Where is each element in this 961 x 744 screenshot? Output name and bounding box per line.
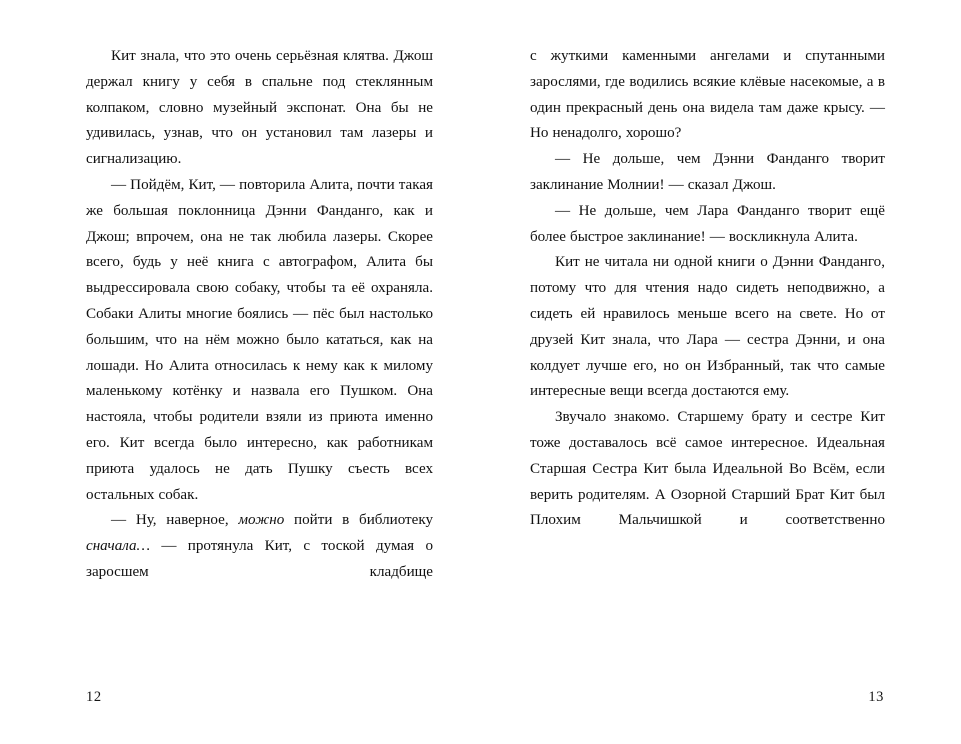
paragraph: с жуткими каменными ангелами и спутанными зарослями, где водились всякие клёвые насекомые, а в один прекрасный день она видела там даже крысу. — Но ненадолго, хорошо? <box>530 48 885 142</box>
right-column-text <box>530 44 885 534</box>
left-column-text <box>86 44 433 586</box>
text-run: — Ну, наверное, <box>111 512 239 529</box>
paragraph: — Не дольше, чем Дэнни Фанданго творит заклинание Молнии! — сказал Джош. <box>530 151 885 193</box>
italic-word: можно <box>238 512 285 529</box>
paragraph: — Не дольше, чем Лара Фанданго творит ещё более быстрое заклинание! — воскликнула Алита. <box>530 202 885 245</box>
paragraph: Кит не читала ни одной книги о Дэнни Фанданго, потому что для чтения надо сидеть неподвижно, а сидеть ей нравилось меньше всего на свете. Но от друзей Кит знала, что Лара — сестра Дэнни, и она колдует лучше его, но он Избранный, так что самые интересные вещи всегда достаются ему. <box>530 254 885 400</box>
text-run: пойти в библиотеку <box>284 512 433 529</box>
paragraph: Звучало знакомо. Старшему брату и сестре Кит тоже доставалось всё самое интересное. Идеальная Старшая Сестра Кит была Идеальной Во Всём, если верить родителям. А Озорной Старший Брат Кит был Плохим Мальчишкой и соответственно <box>530 409 885 529</box>
page-right <box>480 0 961 744</box>
page-number-left: 12 <box>86 689 102 705</box>
italic-word: сначала… <box>86 538 151 555</box>
paragraph: — Пойдём, Кит, — повторила Алита, почти такая же большая поклонница Дэнни Фанданго, как и Джош; впрочем, она не так любила лазеры. Скорее всего, будь у неё книга с автографом, Алита бы выдрессировала свою собаку, чтобы та её охраняла. Собаки Алиты многие боялись — пёс был настолько большим, что на нём можно было кататься, как на лошади. Но Алита относилась к нему как к милому маленькому котёнку и назвала его Пушком. Она настояла, чтобы родители взяли из приюта именно его. Кит всегда было интересно, как работникам приюта удалось не дать Пушку съесть всех остальных собак. <box>86 176 433 503</box>
text-run: — протянула Кит, с тоской думая о заросшем кладбище <box>86 538 433 580</box>
page-left <box>0 0 480 744</box>
page-number-right: 13 <box>868 689 884 705</box>
paragraph-italic <box>86 508 433 585</box>
paragraph: Кит знала, что это очень серьёзная клятва. Джош держал книгу у себя в спальне под стеклянным колпаком, словно музейный экспонат. Она бы не удивилась, узнав, что он установил там лазеры и сигнализацию. <box>86 48 433 168</box>
